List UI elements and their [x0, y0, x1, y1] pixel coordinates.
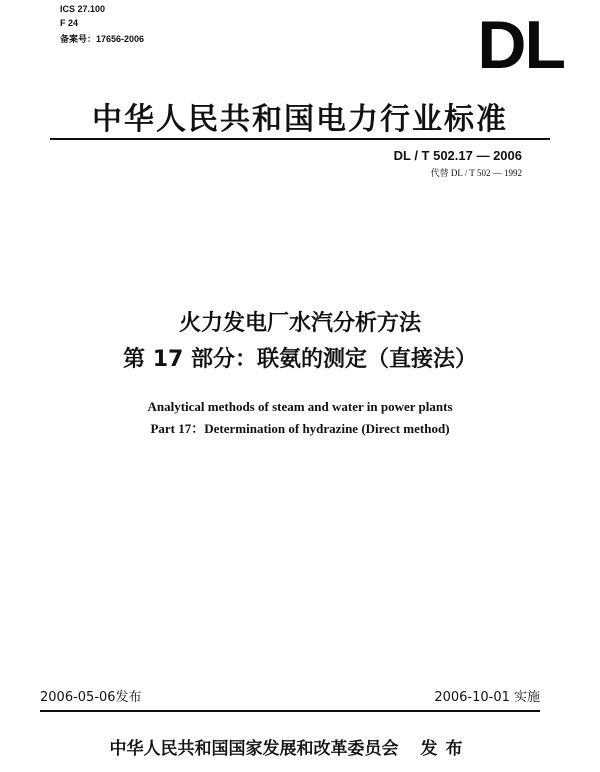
- english-title-line-1: Analytical methods of steam and water in power plants: [147, 399, 453, 414]
- issue-date: 2006-05-06发布: [40, 690, 142, 705]
- standard-number: DL / T 502.17 — 2006: [393, 148, 522, 163]
- classification-code: F 24: [60, 18, 79, 28]
- english-title-line-2: Part 17：Determination of hydrazine (Direct method): [150, 421, 450, 436]
- issuer-line: [40, 734, 540, 759]
- chinese-title-line-2: 第 17 部分：联氨的测定（直接法）: [123, 347, 477, 372]
- dl-logo: DL: [477, 7, 564, 83]
- footer-divider: [40, 710, 540, 712]
- ics-code: ICS 27.100: [60, 4, 106, 14]
- issuer-action: 发布: [420, 739, 471, 759]
- replaces-standard: 代替 DL / T 502 — 1992: [430, 168, 522, 178]
- organization-standard-title: 中华人民共和国电力行业标准: [92, 102, 508, 137]
- implementation-date: 2006-10-01 实施: [434, 690, 540, 705]
- header-divider: [50, 138, 550, 140]
- filing-number: 备案号：17656-2006: [60, 34, 145, 44]
- chinese-title-line-1: 火力发电厂水汽分析方法: [178, 311, 421, 336]
- issuer-name: 中华人民共和国国家发展和改革委员会: [109, 739, 399, 759]
